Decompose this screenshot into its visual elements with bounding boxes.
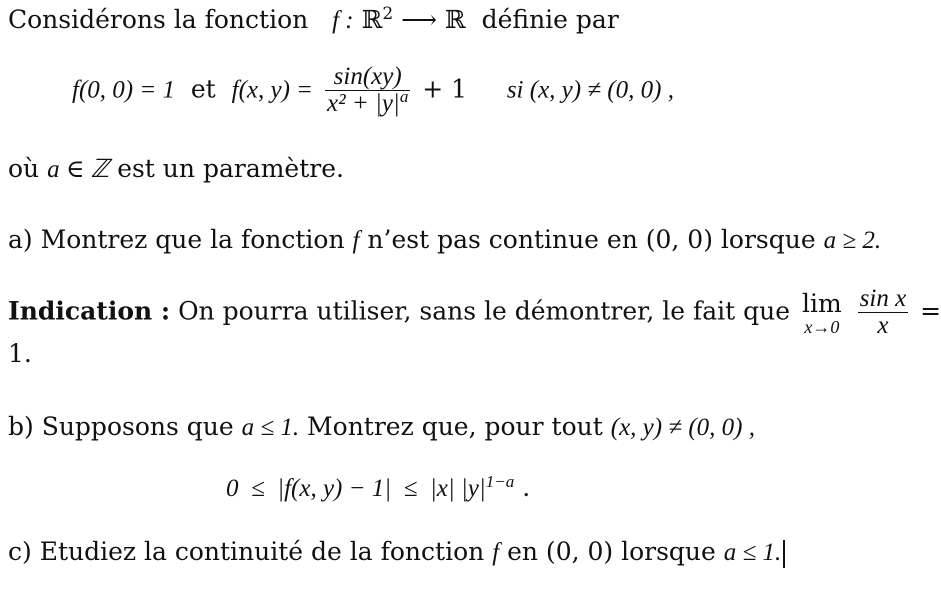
inequality-period: .	[522, 473, 531, 502]
part-a-function: f	[352, 227, 360, 254]
param-text: où	[8, 154, 40, 183]
parameter-line	[8, 155, 344, 185]
hint-denominator: x	[877, 312, 889, 340]
hint-equals: =	[920, 296, 941, 326]
definition-lhs: f(x, y) =	[231, 76, 314, 104]
intro-line	[8, 3, 619, 36]
part-b-text-mid: Montrez que, pour tout	[307, 412, 603, 441]
denominator-exponent: a	[399, 86, 409, 106]
part-c-text-mid: en (0, 0) lorsque	[507, 537, 716, 566]
part-c-condition: a ≤ 1.	[723, 539, 782, 566]
domain-exponent: 2	[382, 3, 394, 24]
part-a-condition: a ≥ 2.	[823, 227, 882, 254]
part-b-condition: a ≤ 1.	[241, 414, 300, 441]
limit-subscript: x→0	[804, 316, 840, 337]
hint-text: On pourra utiliser, sans le démontrer, le fait que	[178, 296, 791, 326]
part-c-function: f	[492, 539, 500, 566]
et-word: et	[190, 74, 216, 104]
intro-text: Considérons la fonction	[8, 5, 309, 34]
function-name: f :	[332, 7, 354, 34]
inequality-main: 0 ≤ |f(x, y) − 1| ≤ |x| |y|	[226, 475, 486, 502]
fraction-numerator: sin(xy)	[325, 64, 410, 91]
fraction-denominator	[325, 86, 410, 118]
part-b-text: b) Supposons que	[8, 412, 234, 441]
base-case: f(0, 0) = 1	[72, 76, 175, 104]
part-c-line	[8, 538, 785, 568]
definition-fraction	[325, 64, 410, 118]
intro-text-end: définie par	[481, 5, 619, 34]
hint-numerator: sin x	[859, 285, 907, 312]
part-a-text-mid: n’est pas continue en (0, 0) lorsque	[367, 225, 816, 254]
part-a-text: a) Montrez que la fonction	[8, 225, 345, 254]
hint-continuation	[8, 340, 32, 369]
arrow-symbol: ⟶	[401, 5, 437, 34]
hint-label: Indication :	[8, 296, 171, 326]
text-cursor	[783, 540, 785, 568]
definition-line	[72, 64, 674, 118]
hint-one: 1.	[8, 339, 32, 368]
part-c-text: c) Etudiez la continuité de la fonction	[8, 537, 485, 566]
part-b-line	[8, 413, 755, 443]
inequality-line	[226, 471, 531, 504]
plus-one: + 1	[422, 74, 468, 104]
limit-operator	[802, 290, 842, 336]
inequality-exponent: 1−a	[485, 471, 515, 491]
part-a-line	[8, 226, 881, 256]
domain-set: ℝ	[361, 5, 383, 34]
denominator-main: x² + |y|	[327, 90, 400, 118]
limit-word: lim	[802, 289, 842, 318]
part-b-pair: (x, y) ≠ (0, 0) ,	[610, 414, 755, 441]
codomain-set: ℝ	[444, 5, 466, 34]
param-variable: a ∈ ℤ	[47, 156, 110, 183]
definition-condition: si (x, y) ≠ (0, 0) ,	[506, 76, 674, 104]
hint-line	[8, 286, 941, 340]
hint-fraction	[858, 286, 909, 340]
param-text-end: est un paramètre.	[117, 154, 344, 183]
